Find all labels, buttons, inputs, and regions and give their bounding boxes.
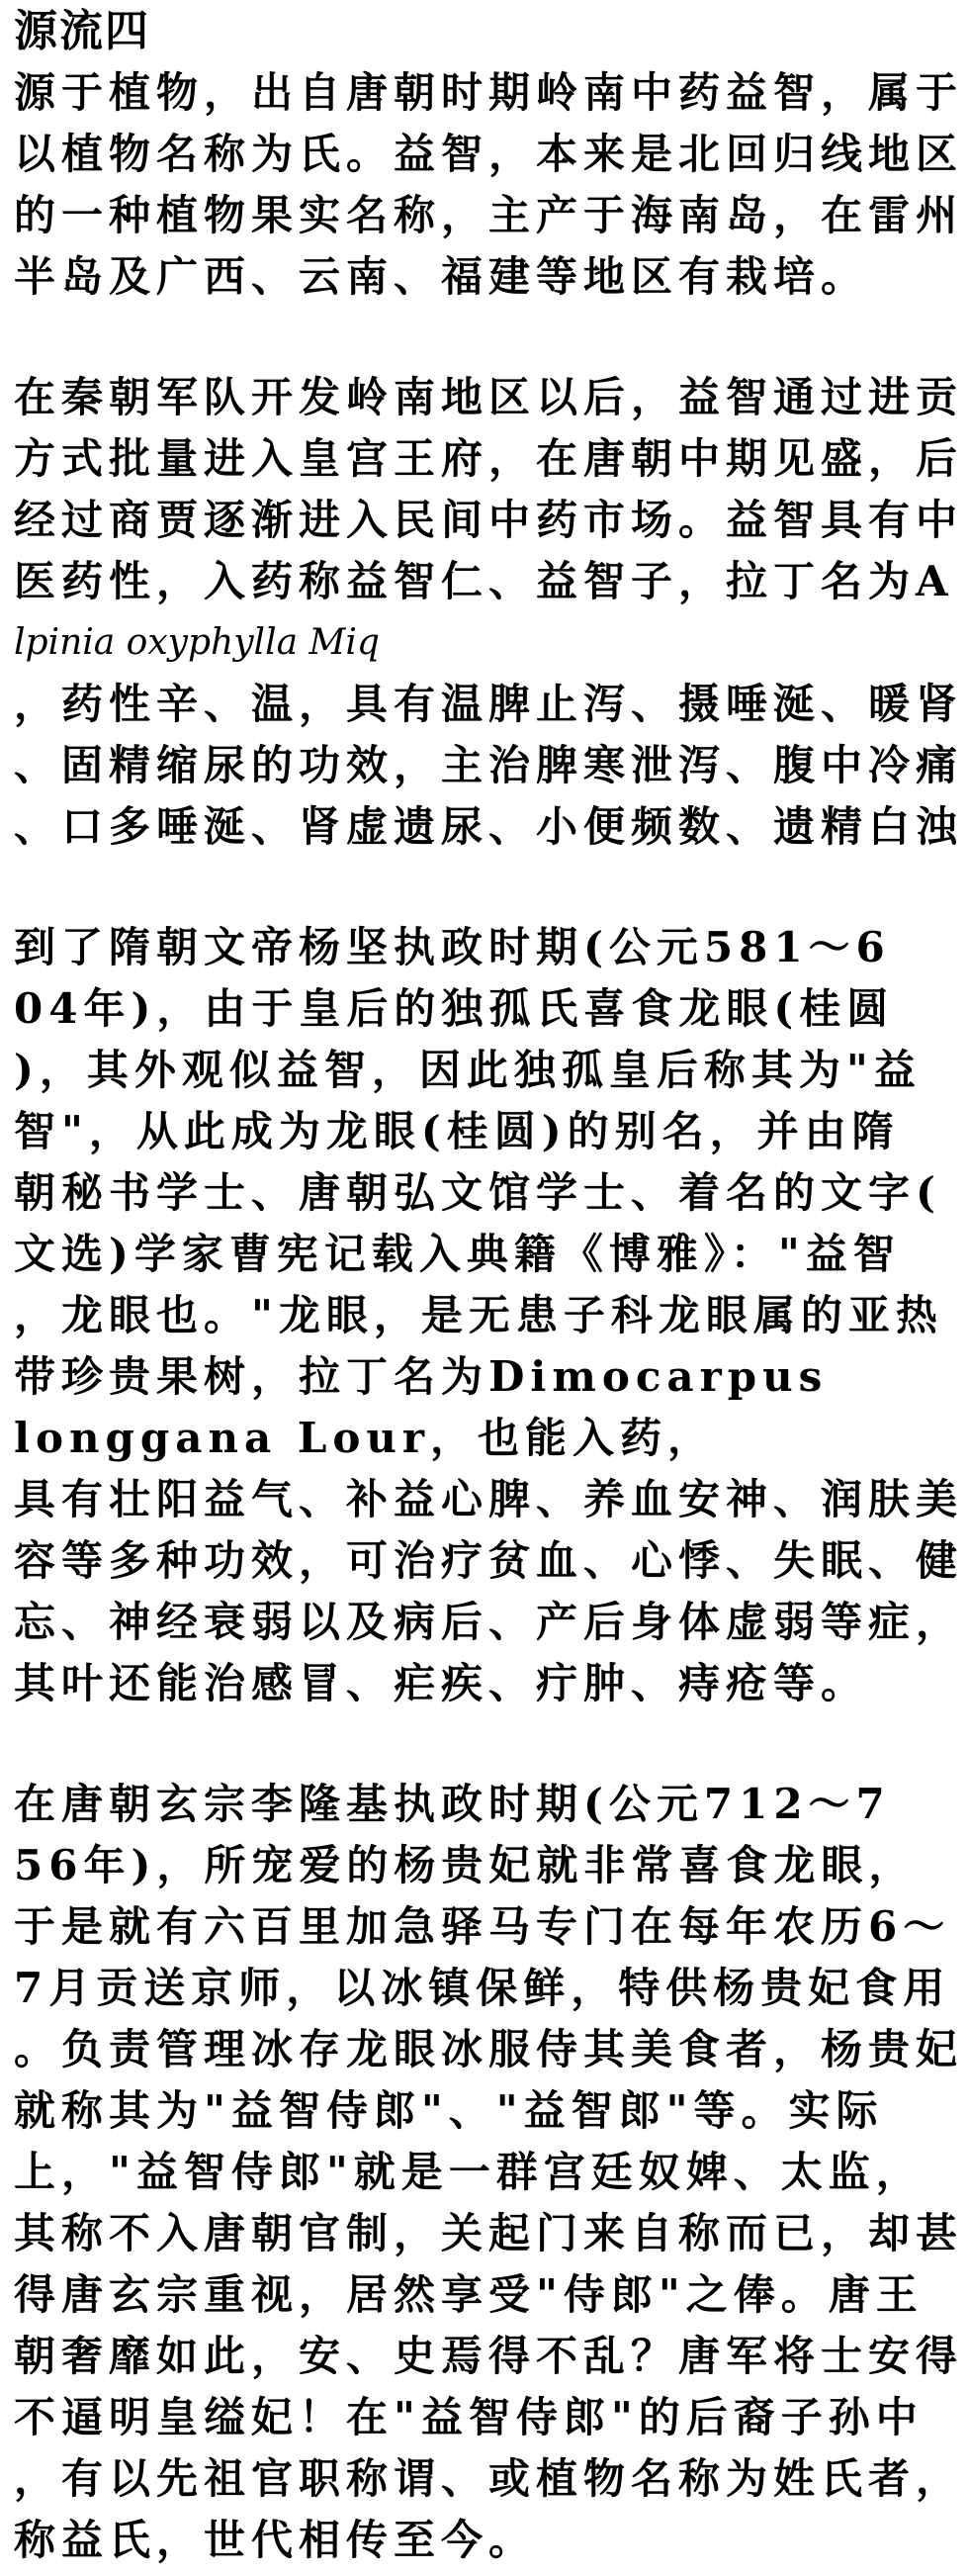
paragraph-3-line-2: 04年)，由于皇后的独孤氏喜食龙眼(桂圆 <box>14 984 895 1033</box>
paragraph-3-line-8: 带珍贵果树，拉丁名为Dimocarpus <box>14 1352 829 1401</box>
paragraph-1-line-3: 的一种植物果实名称，主产于海南岛，在雷州 <box>14 191 964 239</box>
paragraph-4-line-11: 不逼明皇缢妃！在"益智侍郎"的后裔子孙中 <box>14 2393 924 2441</box>
paragraph-4-line-12: ，有以先祖官职称谓、或植物名称为姓氏者， <box>14 2454 964 2503</box>
paragraph-4-line-4: 7月贡送京师，以冰镇保鲜，特供杨贵妃食用 <box>14 1964 951 2012</box>
paragraph-4-line-10: 朝奢靡如此，安、史焉得不乱？唐军将士安得 <box>14 2332 964 2380</box>
paragraph-1-line-4: 半岛及广西、云南、福建等地区有栽培。 <box>14 252 869 301</box>
paragraph-3-line-6: 文选)学家曹宪记载入典籍《博雅》："益智 <box>14 1230 901 1278</box>
paragraph-3-line-7: ，龙眼也。"龙眼，是无患子科龙眼属的亚热 <box>14 1291 943 1339</box>
paragraph-4-line-3: 于是就有六百里加急驿马专门在每年农历6～ <box>14 1902 951 1951</box>
paragraph-2-line-7: 、固精缩尿的功效，主治脾寒泄泻、腹中冷痛 <box>14 741 964 789</box>
paragraph-2-line-2: 方式批量进入皇宫王府，在唐朝中期见盛，后 <box>14 434 964 483</box>
paragraph-2-line-6: ，药性辛、温，具有温脾止泻、摄唾涎、暖肾 <box>14 680 964 728</box>
paragraph-3-line-11: 容等多种功效，可治疗贫血、心悸、失眠、健 <box>14 1536 964 1585</box>
paragraph-3-line-12: 忘、神经衰弱以及病后、产后身体虚弱等症， <box>14 1598 964 1646</box>
paragraph-4-line-13: 称益氏，世代相传至今。 <box>14 2516 537 2564</box>
paragraph-2-line-5-latin-name: lpinia oxyphylla Miq <box>14 622 380 663</box>
paragraph-4-line-6: 就称其为"益智侍郎"、"益智郎"等。实际 <box>14 2086 884 2135</box>
paragraph-4-line-8: 其称不入唐朝官制，关起门来自称而已，却甚 <box>14 2209 964 2257</box>
paragraph-3-line-5: 朝秘书学士、唐朝弘文馆学士、着名的文字( <box>14 1168 941 1217</box>
paragraph-4-line-9: 得唐玄宗重视，居然享受"侍郎"之俸。唐王 <box>14 2270 924 2319</box>
paragraph-4-line-1: 在唐朝玄宗李隆基执政时期(公元712～7 <box>14 1780 891 1828</box>
paragraph-2-line-1: 在秦朝军队开发岭南地区以后，益智通过进贡 <box>14 373 964 421</box>
paragraph-1-line-2: 以植物名称为氏。益智，本来是北回归线地区 <box>14 130 964 178</box>
paragraph-3-line-3: )，其外观似益智，因此独孤皇后称其为"益 <box>14 1046 922 1094</box>
paragraph-2-line-3: 经过商贾逐渐进入民间中药市场。益智具有中 <box>14 496 964 544</box>
paragraph-4-line-7: 上，"益智侍郎"就是一群宫廷奴婢、太监， <box>14 2148 924 2196</box>
paragraph-3-line-10: 具有壮阳益气、补益心脾、养血安神、润肤美 <box>14 1475 964 1523</box>
paragraph-3-line-9: longgana Lour，也能入药， <box>14 1414 716 1462</box>
paragraph-3-line-13: 其叶还能治感冒、疟疾、疔肿、痔疮等。 <box>14 1659 869 1707</box>
paragraph-4-line-5: 。负责管理冰存龙眼冰服侍其美食者，杨贵妃 <box>14 2025 964 2073</box>
paragraph-3-line-4: 智"，从此成为龙眼(桂圆)的别名，并由隋 <box>14 1107 900 1155</box>
paragraph-1-line-1: 源于植物，出自唐朝时期岭南中药益智，属于 <box>14 68 964 117</box>
paragraph-2-line-8: 、口多唾涎、肾虚遗尿、小便频数、遗精白浊 <box>14 802 964 851</box>
paragraph-3-line-1: 到了隋朝文帝杨坚执政时期(公元581～6 <box>14 923 891 971</box>
section-heading: 源流四 <box>14 6 150 56</box>
paragraph-4-line-2: 56年)，所宠爱的杨贵妃就非常喜食龙眼， <box>14 1841 917 1889</box>
paragraph-2-line-4: 医药性，入药称益智仁、益智子，拉丁名为A <box>14 557 954 605</box>
